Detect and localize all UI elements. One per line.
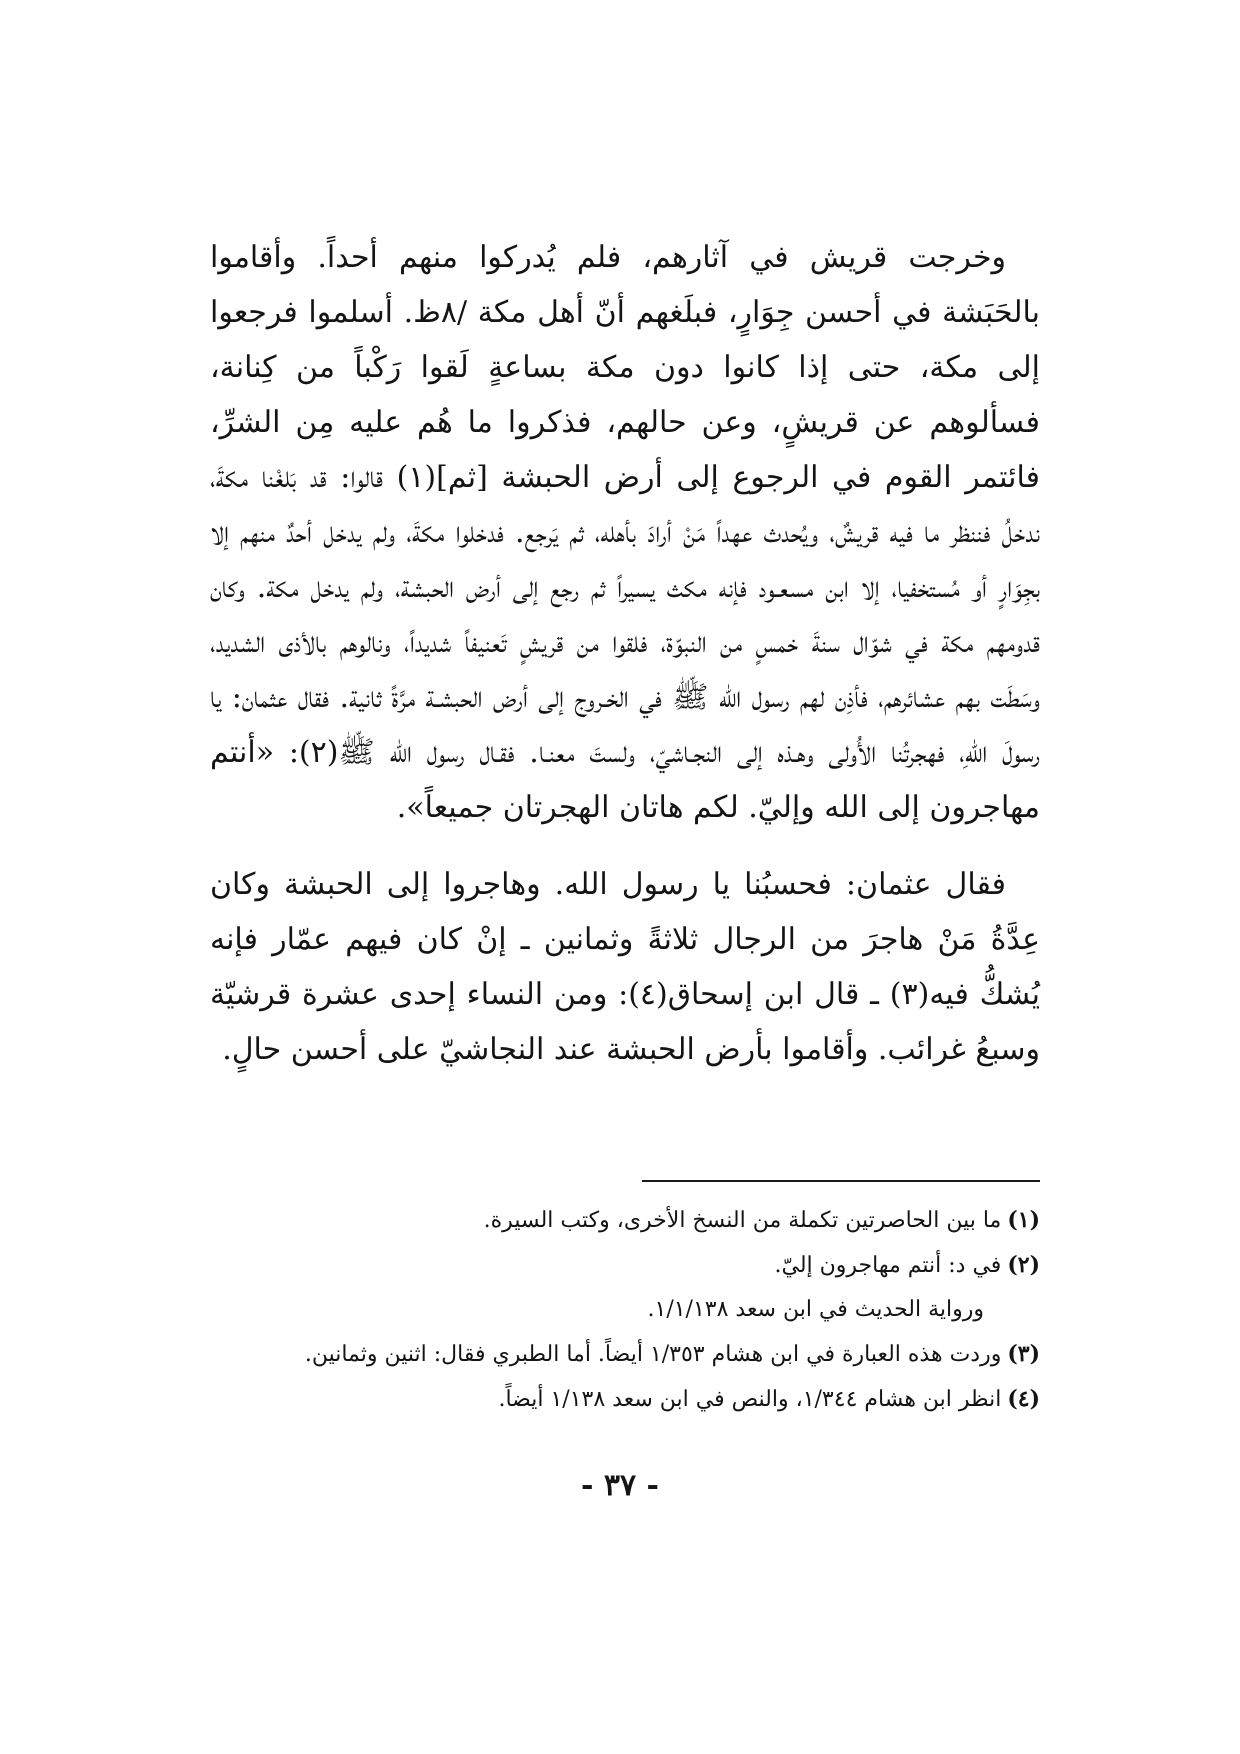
main-text — [210, 230, 1040, 1077]
footnote-2 — [160, 1243, 1040, 1288]
footnote-number: (٣) — [1007, 1341, 1040, 1367]
footnote-text: انظر ابن هشام ١/٣٤٤، والنص في ابن سعد ١/١٣٨ أيضاً. — [498, 1387, 1002, 1412]
footnote-1 — [160, 1198, 1040, 1243]
paragraph-2: فقال عثمان: فحسبُنا يا رسول الله. وهاجروا إلى الحبشة وكان عِدَّةُ مَنْ هاجرَ من الرجال ثلاثةً وثمانين ـ إنْ كان فيهم عمّار فإنه يُشكُّ فيه(٣) ـ قال ابن إسحاق(٤): ومن النساء إحدى عشرة قرشيّة وسبعُ غرائب. وأقاموا بأرض الحبشة عند النجاشيّ على أحسن حالٍ. — [210, 867, 1040, 1067]
footnote-4 — [160, 1377, 1040, 1422]
footnote-number: (١) — [1007, 1207, 1040, 1233]
footnote-text: وردت هذه العبارة في ابن هشام ١/٣٥٣ أيضاً. أما الطبري فقال: اثنين وثمانين. — [304, 1342, 1002, 1367]
footnotes — [160, 1198, 1040, 1422]
footnote-text: ما بين الحاصرتين تكملة من النسخ الأخرى، وكتب السيرة. — [483, 1208, 1002, 1233]
footnote-number: (٤) — [1007, 1386, 1040, 1412]
footnote-separator — [642, 1180, 1040, 1182]
footnote-3 — [160, 1332, 1040, 1377]
footnote-text: ورواية الحديث في ابن سعد ١/١/١٣٨. — [647, 1297, 984, 1322]
footnote-number: (٢) — [1007, 1252, 1040, 1278]
page-number: - ٣٧ - — [580, 1468, 660, 1503]
footnote-text: في د: أنتم مهاجرون إليّ. — [774, 1253, 1002, 1278]
footnote-2-continuation — [160, 1288, 1040, 1332]
paragraph-1: وخرجت قريش في آثارهم، فلم يُدركوا منهم أحداً. وأقاموا بالحَبَشة في أحسن جِوَارٍ، فبلَغهم أنّ أهل مكة /٨ظ. أسلموا فرجعوا إلى مكة، حتى إذا كانوا دون مكة بساعةٍ لَقوا رَكْباً من كِنانة، فسألوهم عن قريشٍ، وعن حالهم، فذكروا ما هُم عليه مِن الشرِّ، فائتمر القوم في الرجوع إلى أرض الحبشة [ثم](١) قالوا: قد بَلغْنا مكةَ، ندخلُ فننظر ما فيه قريشٌ، ويُحدث عهداً مَنْ أرادَ بأهله، ثم يَرجع. فدخلوا مكةَ، ولم يدخل أحدٌ منهم إلا بجِوَارٍ أو مُستخفيا، إلا ابن مسعـود فإنه مكث يسيراً ثم رجع إلى أرض الحبشة، ولم يدخل مكة. وكان قدومهم مكة في شوّال سنةَ خمسٍ من النبوّة، فلقوا من قريشٍ تَعنيفاً شديداً، ونالوهم بالأذى الشديد، وسَطَت بهم عشائرهم، فأذِن لهم رسول الله ﷺ في الخـروج إلى أرض الحبشـة مرَّةً ثانية. فقال عثمان: يا رسولَ اللهِ، فهجرتُنا الأُولى وهـذه إلى النجـاشيّ، ولستَ معنـا. فقـال رسول الله ﷺ(٢): «أنتم مهاجرون إلى الله وإليّ. لكم هاتان الهجرتان جميعاً». — [210, 240, 1040, 825]
